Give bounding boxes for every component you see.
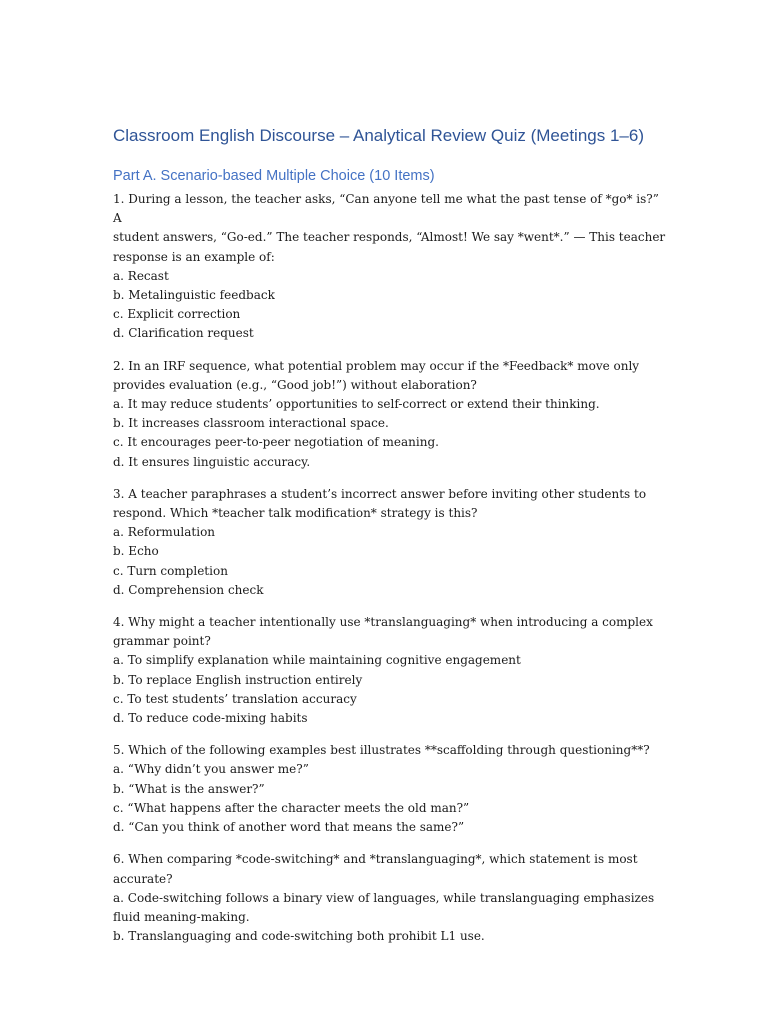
question-6 [113,850,668,946]
answer-option: d. To reduce code-mixing habits [113,711,308,726]
question-stem-line: response is an example of: [113,249,275,264]
question-stem-line: 4. Why might a teacher intentionally use *translanguaging* when introducing a complex [113,615,653,630]
document-title: Classroom English Discourse – Analytical Review Quiz (Meetings 1–6) [113,126,644,145]
answer-option: b. Translanguaging and code-switching both prohibit L1 use. [113,929,485,944]
answer-option: d. It ensures linguistic accuracy. [113,454,311,469]
question-4 [113,613,668,728]
question-stem-line: 3. A teacher paraphrases a student’s incorrect answer before inviting other students to [113,486,647,501]
answer-option: a. Recast [113,268,169,283]
question-stem-line: grammar point? [113,634,211,649]
question-stem-line: 2. In an IRF sequence, what potential problem may occur if the *Feedback* move only [113,358,640,373]
answer-option: c. To test students’ translation accuracy [113,691,357,706]
question-1 [113,190,668,344]
question-stem-line: 6. When comparing *code-switching* and *translanguaging*, which statement is most [113,852,638,867]
question-list [113,190,668,946]
answer-option: a. It may reduce students’ opportunities to self-correct or extend their thinking. [113,397,600,412]
section-heading: Part A. Scenario-based Multiple Choice (10 Items) [113,168,435,184]
question-stem-line: 1. During a lesson, the teacher asks, “Can anyone tell me what the past tense of *go* is?” A [113,192,659,226]
answer-option: a. To simplify explanation while maintaining cognitive engagement [113,653,521,668]
question-3 [113,485,668,600]
question-2 [113,357,668,472]
answer-option: b. To replace English instruction entirely [113,672,363,687]
question-stem-line: 5. Which of the following examples best illustrates **scaffolding through questioning**? [113,743,650,758]
answer-option: a. Code-switching follows a binary view of languages, while translanguaging emphasizes [113,890,655,905]
answer-option: d. “Can you think of another word that means the same?” [113,820,465,835]
question-stem-line: accurate? [113,871,173,886]
answer-option: a. Reformulation [113,525,216,540]
question-stem-line: student answers, “Go-ed.” The teacher responds, “Almost! We say *went*.” — This teacher [113,230,666,245]
answer-option: a. “Why didn’t you answer me?” [113,762,309,777]
question-5 [113,741,668,837]
question-stem-line: respond. Which *teacher talk modification* strategy is this? [113,506,478,521]
answer-option: c. It encourages peer-to-peer negotiation of meaning. [113,435,439,450]
answer-option: b. Echo [113,544,159,559]
answer-option: b. It increases classroom interactional space. [113,416,389,431]
answer-option: d. Comprehension check [113,582,264,597]
answer-option: c. Turn completion [113,563,228,578]
answer-option: fluid meaning-making. [113,909,250,924]
answer-option: c. Explicit correction [113,307,241,322]
answer-option: b. “What is the answer?” [113,781,265,796]
answer-option: b. Metalinguistic feedback [113,288,275,303]
answer-option: c. “What happens after the character meets the old man?” [113,800,470,815]
answer-option: d. Clarification request [113,326,254,341]
question-stem-line: provides evaluation (e.g., “Good job!”) without elaboration? [113,377,477,392]
